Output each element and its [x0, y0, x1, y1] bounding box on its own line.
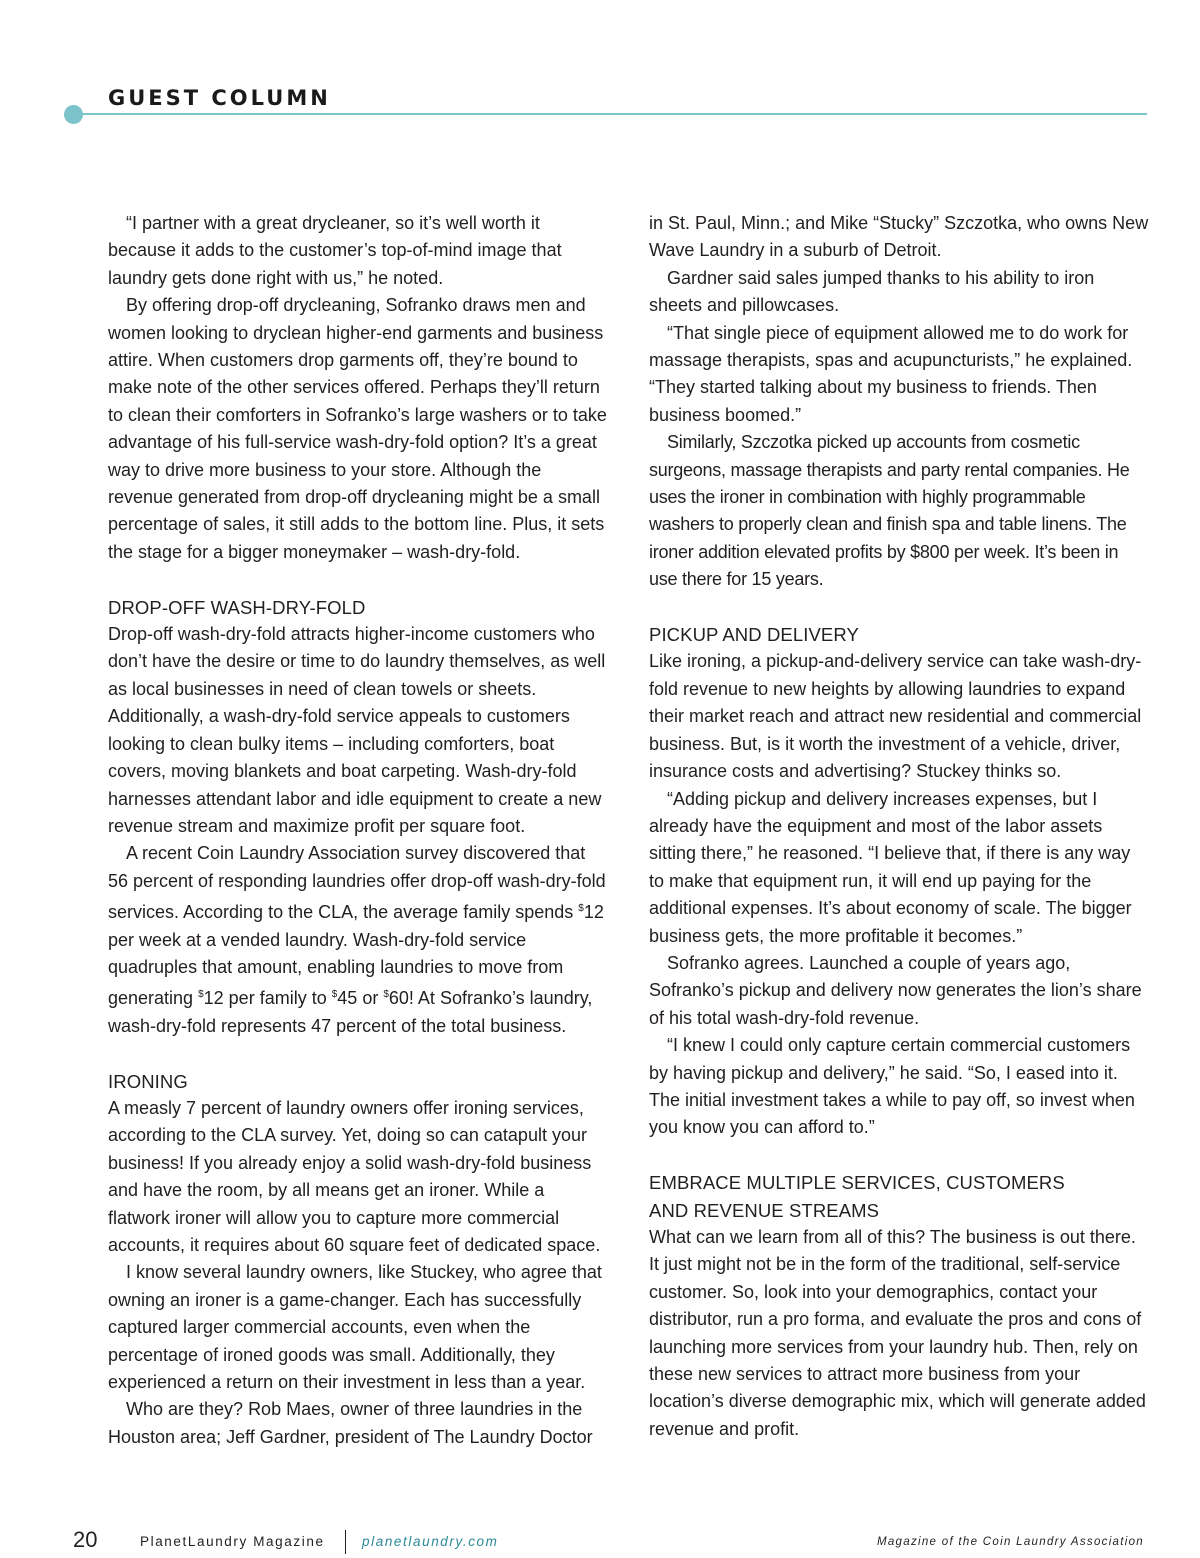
paragraph: I know several laundry owners, like Stuckey, who agree that owning an ironer is a game-changer. Each has successfully captured larger commercial accounts, even when the percentage of ironed goods was small. Additionally, they experienced a return on their investment in less than a year.: [108, 1262, 602, 1393]
paragraph: Drop-off wash-dry-fold attracts higher-income customers who don’t have the desire or time to do laundry themselves, as well as local businesses in need of clean towels or sheets. Additionally, a wash-dry-fold service appeals to customers looking to clean bulky items – including comforters, boat covers, moving blankets and boat carpeting. Wash-dry-fold harnesses attendant labor and idle equipment to create a new revenue stream and maximize profit per square foot.: [108, 624, 606, 836]
website-link[interactable]: planetlaundry.com: [362, 1534, 499, 1549]
amount: 12: [583, 902, 604, 923]
paragraph: Who are they? Rob Maes, owner of three laundries in the Houston area; Jeff Gardner, president of The Laundry Doctor: [108, 1399, 593, 1447]
currency: $: [198, 989, 204, 1001]
amount: 45: [337, 988, 358, 1009]
section-title: GUEST COLUMN: [108, 86, 331, 110]
amount: 12: [203, 988, 224, 1009]
text: per family to: [223, 988, 332, 1009]
paragraph: “I knew I could only capture certain commercial customers by having pickup and delivery,” he said. “So, I eased into it. The initial investment takes a while to pay off, so invest when you know you can afford to.”: [649, 1035, 1135, 1138]
paragraph: Like ironing, a pickup-and-delivery service can take wash-dry-fold revenue to new heights by allowing laundries to expand their market reach and attract new residential and commercial business. But, is it worth the investment of a vehicle, driver, insurance costs and advertising? Stuckey thinks so.: [649, 651, 1142, 782]
paragraph-cla-survey: [108, 840, 608, 1040]
left-column: [108, 210, 608, 1451]
text: per week at a vended laundry. Wash-dry-fold service quadruples that amount, enabling laundries to move from generating: [108, 929, 564, 1009]
right-column: [649, 210, 1149, 1443]
paragraph: What can we learn from all of this? The business is out there. It just might not be in the form of the traditional, self-service customer. So, look into your demographics, contact your distributor, run a pro forma, and evaluate the pros and cons of launching more services from your laundry hub. Then, rely on these new services to attract more business from your location’s diverse demographic mix, which will generate added revenue and profit.: [649, 1227, 1146, 1439]
header-dot-icon: [64, 105, 83, 124]
header-rule: [74, 113, 1147, 115]
paragraph: “That single piece of equipment allowed me to do work for massage therapists, spas and acupuncturists,” he explained. “They started talking about my business to friends. Then business boomed.”: [649, 322, 1133, 425]
subheading-ironing: IRONING: [108, 1070, 188, 1092]
amount: 60: [388, 988, 409, 1009]
paragraph: Similarly, Szczotka picked up accounts from cosmetic surgeons, massage therapists and party rental companies. He uses the ironer in combination with highly programmable washers to properly clean and finish spa and table linens. The ironer addition elevated profits by $800 per week. It’s been in use there for 15 years.: [649, 432, 1130, 590]
paragraph: “I partner with a great drycleaner, so it’s well worth it because it adds to the customer’s top-of-mind image that laundry gets done right with us,” he noted.: [108, 213, 562, 288]
page-number: 20: [73, 1527, 98, 1552]
subheading-embrace: EMBRACE MULTIPLE SERVICES, CUSTOMERS AND REVENUE STREAMS: [649, 1172, 1065, 1221]
paragraph: By offering drop-off drycleaning, Sofranko draws men and women looking to dryclean higher-end garments and business attire. When customers drop garments off, they’re bound to make note of the other services offered. Perhaps they’ll return to clean their comforters in Sofranko’s large washers or to take advantage of his full-service wash-dry-fold option? It’s a great way to drive more business to your store. Although the revenue generated from drop-off drycleaning might be a small percentage of sales, it still adds to the bottom line. Plus, it sets the stage for a bigger moneymaker – wash-dry-fold.: [108, 295, 607, 562]
paragraph: A measly 7 percent of laundry owners offer ironing services, according to the CLA survey. Yet, doing so can catapult your business! If you already enjoy a solid wash-dry-fold business and have the room, by all means get an ironer. While a flatwork ironer will allow you to capture more commercial accounts, it requires about 60 square feet of dedicated space.: [108, 1097, 601, 1255]
text: ! At Sofranko’s laundry, wash-dry-fold represents 47 percent of the total business.: [108, 988, 593, 1036]
currency: $: [383, 989, 389, 1001]
paragraph: Gardner said sales jumped thanks to his ability to iron sheets and pillowcases.: [649, 267, 1095, 316]
association-tagline: Magazine of the Coin Laundry Association: [876, 1536, 1144, 1548]
text: A recent Coin Laundry Association survey discovered that 56 percent of responding laundries offer drop-off wash-dry-fold services. According to the CLA, the average family spends: [108, 843, 606, 923]
paragraph: “Adding pickup and delivery increases expenses, but I already have the equipment and most of the labor assets sitting there,” he reasoned. “I believe that, if there is any way to make that equipment run, it will end up paying for the additional expenses. It’s about economy of scale. The bigger business gets, the more profitable it becomes.”: [649, 788, 1132, 946]
currency: $: [578, 903, 584, 915]
magazine-name: PlanetLaundry Magazine: [140, 1534, 325, 1549]
paragraph: in St. Paul, Minn.; and Mike “Stucky” Szczotka, who owns New Wave Laundry in a suburb of Detroit.: [649, 213, 1149, 261]
subheading-dropoff: DROP-OFF WASH-DRY-FOLD: [108, 596, 366, 618]
paragraph: Sofranko agrees. Launched a couple of years ago, Sofranko’s pickup and delivery now generates the lion’s share of his total wash-dry-fold revenue.: [649, 952, 1142, 1028]
subheading-pickup: PICKUP AND DELIVERY: [649, 624, 859, 646]
currency: $: [331, 989, 338, 1001]
footer-divider: [345, 1530, 346, 1554]
text: or: [357, 988, 384, 1009]
